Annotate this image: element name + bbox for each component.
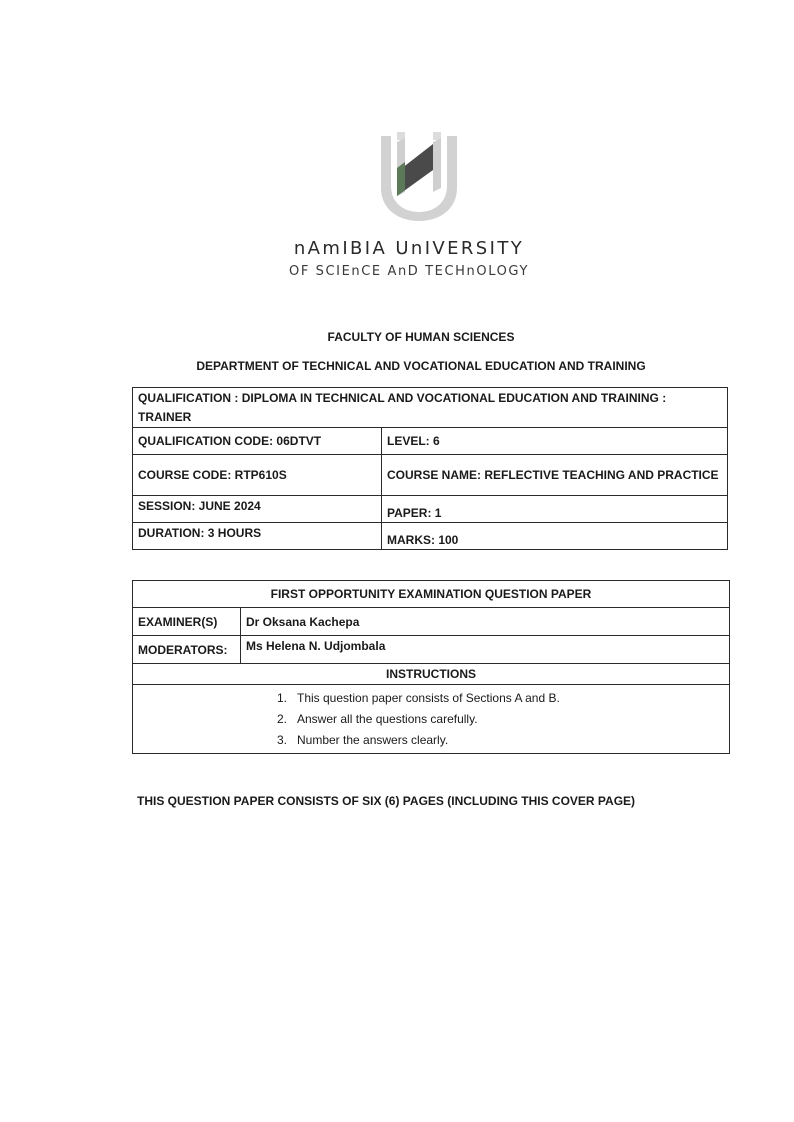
- examiner-label-cell: EXAMINER(S): [133, 608, 241, 636]
- instructions-cell: [133, 685, 730, 754]
- moderator-value-cell: Ms Helena N. Udjombala: [241, 636, 730, 664]
- duration-cell: DURATION: 3 HOURS: [133, 523, 382, 550]
- department-heading: DEPARTMENT OF TECHNICAL AND VOCATIONAL EDUCATION AND TRAINING: [196, 359, 646, 373]
- instructions-heading-cell: INSTRUCTIONS: [133, 664, 730, 685]
- university-subtitle: OF SCIEnCE AnD TECHnOLOGY: [288, 264, 529, 279]
- qualification-code-cell: QUALIFICATION CODE: 06DTVT: [133, 428, 382, 455]
- instructions-list: [133, 688, 729, 751]
- exam-info-table: [132, 580, 730, 754]
- course-name-cell: COURSE NAME: REFLECTIVE TEACHING AND PRACTICE: [382, 455, 728, 496]
- qualification-cell: QUALIFICATION : DIPLOMA IN TECHNICAL AND VOCATIONAL EDUCATION AND TRAINING : TRAINER: [133, 388, 728, 428]
- faculty-heading: FACULTY OF HUMAN SCIENCES: [327, 330, 515, 344]
- university-name: nAmIBIA UnIVERSITY: [293, 238, 525, 259]
- instruction-item: 1. This question paper consists of Sections A and B.: [277, 691, 560, 705]
- university-logo-icon: [375, 128, 463, 222]
- instruction-item: 2. Answer all the questions carefully.: [277, 712, 478, 726]
- qualification-table: [132, 387, 728, 550]
- marks-cell: MARKS: 100: [382, 523, 728, 550]
- exam-title-cell: FIRST OPPORTUNITY EXAMINATION QUESTION PAPER: [133, 581, 730, 608]
- paper-cell: PAPER: 1: [382, 496, 728, 523]
- instruction-item: 3. Number the answers clearly.: [277, 733, 449, 747]
- examiner-value-cell: Dr Oksana Kachepa: [241, 608, 730, 636]
- page-count-note: THIS QUESTION PAPER CONSISTS OF SIX (6) PAGES (INCLUDING THIS COVER PAGE): [137, 794, 636, 808]
- course-code-cell: COURSE CODE: RTP610S: [133, 455, 382, 496]
- moderator-label-cell: MODERATORS:: [133, 636, 241, 664]
- session-cell: SESSION: JUNE 2024: [133, 496, 382, 523]
- level-cell: LEVEL: 6: [382, 428, 728, 455]
